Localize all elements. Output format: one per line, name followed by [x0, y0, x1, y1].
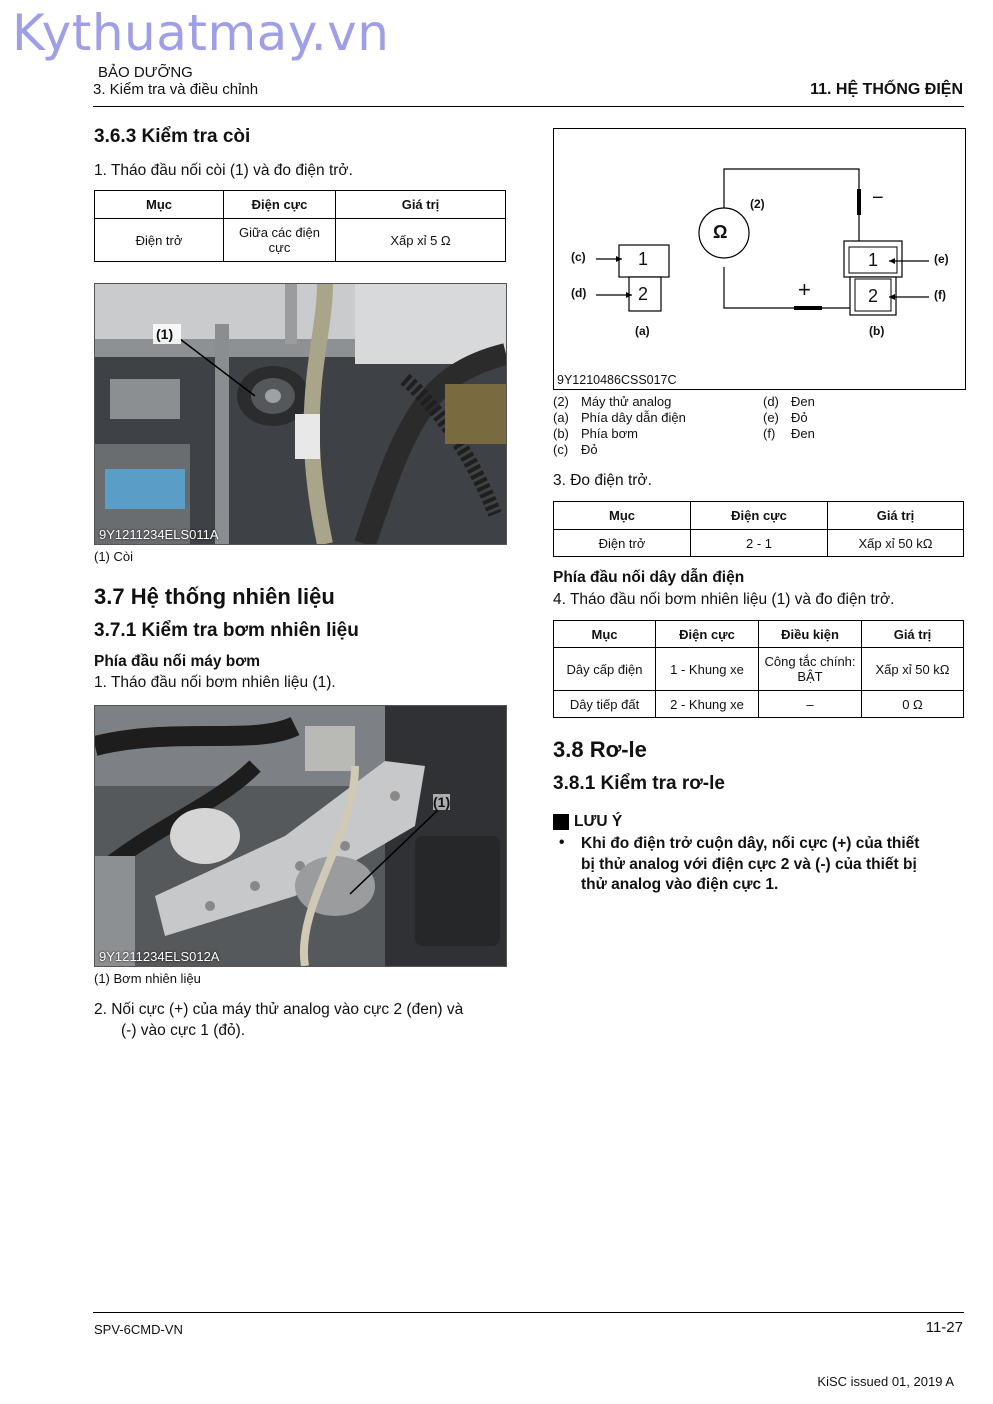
table-cell: Điện trở [554, 530, 691, 557]
pump-callout: (1) [433, 794, 451, 810]
table-cell: 2 - Khung xe [656, 691, 759, 718]
pump-step1: 1. Tháo đầu nối bơm nhiên liệu (1). [94, 674, 336, 691]
footer-issued: KiSC issued 01, 2019 A [817, 1374, 954, 1389]
label-c: (c) [571, 250, 586, 264]
pump-step2-line2: (-) vào cực 1 (đỏ). [121, 1022, 246, 1039]
watermark: Kythuatmay.vn [12, 4, 390, 62]
harness-side-label: Phía đầu nối dây dẫn điện [553, 569, 745, 586]
pump-caption: (1) Bơm nhiên liệu [94, 971, 201, 986]
label-e: (e) [934, 252, 949, 266]
horn-photo [94, 283, 507, 545]
table-cell: Xấp xỉ 50 kΩ [828, 530, 964, 557]
table-header: Mục [554, 621, 656, 648]
table-row [554, 691, 964, 718]
note-line: thử analog vào điện cực 1. [581, 876, 779, 893]
meter-symbol: Ω [713, 222, 728, 242]
pump-step2-line1: 2. Nối cực (+) của máy thử analog vào cực 2 (đen) và [94, 1001, 464, 1018]
legend-right [763, 394, 815, 442]
legend-item: (b) Phía bơm [553, 426, 638, 441]
header-rule [93, 106, 964, 107]
table-cell: 1 - Khung xe [656, 648, 759, 691]
legend-item: (c) Đỏ [553, 442, 598, 457]
pump-title: 3.7.1 Kiểm tra bơm nhiên liệu [94, 620, 359, 641]
relay-title: 3.8 Rơ-le [553, 737, 647, 762]
pin2-label-a: 2 [638, 284, 649, 304]
footer-page-number: 11-27 [925, 1319, 963, 1336]
table-header: Mục [554, 502, 691, 530]
table-cell: Điện trở [95, 219, 224, 262]
measure-step3: 3. Đo điện trở. [553, 472, 652, 489]
pump-photo-code: 9Y1211234ELS012A [99, 949, 220, 964]
fuel-title: 3.7 Hệ thống nhiên liệu [94, 584, 335, 609]
measure-table [553, 501, 964, 557]
note-label: LƯU Ý [574, 813, 623, 830]
note-line: Khi đo điện trở cuộn dây, nối cực (+) của thiết [581, 835, 920, 852]
table-cell: Công tắc chính: BẬT [759, 648, 862, 691]
note-bullet: • [559, 834, 565, 851]
table-header: Giá trị [862, 621, 964, 648]
note-text [581, 834, 919, 896]
table-cell: Dây cấp điện [554, 648, 656, 691]
legend-item: (d) Đen [763, 394, 815, 409]
table-cell: Dây tiếp đất [554, 691, 656, 718]
table-header: Điện cực [691, 502, 828, 530]
pump-photo-illustration [95, 706, 506, 966]
legend-item: (e) Đỏ [763, 410, 808, 425]
horn-photo-code: 9Y1211234ELS011A [99, 527, 219, 542]
footer-rule [93, 1312, 964, 1313]
legend-item: (a) Phía dây dẫn điện [553, 410, 686, 425]
table-cell: Xấp xỉ 50 kΩ [862, 648, 964, 691]
header-section: BẢO DƯỠNG [98, 64, 193, 81]
table-header: Giá trị [336, 191, 506, 219]
table-cell: – [759, 691, 862, 718]
header-subsection: 3. Kiểm tra và điều chỉnh [93, 81, 259, 98]
horn-callout: (1) [156, 326, 174, 342]
legend-item: (f) Đen [763, 426, 815, 441]
horn-step1: 1. Tháo đầu nối còi (1) và đo điện trở. [94, 162, 353, 179]
table-header: Điều kiện [759, 621, 862, 648]
measure-step4: 4. Tháo đầu nối bơm nhiên liệu (1) và đo điện trở. [553, 591, 895, 608]
plus-label: + [798, 277, 811, 302]
pin1-label-b: 1 [868, 250, 879, 270]
pin1-label-a: 1 [638, 249, 649, 269]
table-cell: 0 Ω [862, 691, 964, 718]
relay-subtitle: 3.8.1 Kiểm tra rơ-le [553, 773, 725, 794]
meter-tag: (2) [750, 197, 765, 211]
label-f: (f) [934, 288, 946, 302]
legend-item: (2) Máy thử analog [553, 394, 672, 409]
table-header: Giá trị [828, 502, 964, 530]
horn-table [94, 190, 506, 262]
table-row [554, 648, 964, 691]
horn-caption: (1) Còi [94, 549, 134, 564]
footer-doc-code: SPV-6CMD-VN [94, 1322, 183, 1337]
wiring-diagram [553, 128, 966, 390]
diagram-code: 9Y1210486CSS017C [557, 373, 677, 387]
table-header: Điện cực [656, 621, 759, 648]
wiring-diagram-svg [554, 129, 965, 389]
horn-photo-illustration [95, 284, 506, 544]
label-d: (d) [571, 286, 587, 300]
pump-side-label: Phía đầu nối máy bơm [94, 653, 261, 670]
pin2-label-b: 2 [868, 286, 879, 306]
note-icon [553, 814, 569, 830]
minus-label: − [872, 187, 884, 209]
label-b: (b) [869, 324, 885, 338]
horn-title: 3.6.3 Kiểm tra còi [94, 126, 251, 147]
pump-photo [94, 705, 507, 967]
table-cell: 2 - 1 [691, 530, 828, 557]
label-a: (a) [635, 324, 650, 338]
harness-table [553, 620, 964, 718]
header-chapter: 11. HỆ THỐNG ĐIỆN [810, 81, 963, 98]
table-cell: Giữa các điện cực [224, 219, 336, 262]
table-cell: Xấp xỉ 5 Ω [336, 219, 506, 262]
legend-left [553, 394, 686, 458]
note-line: bị thử analog với điện cực 2 và (-) của thiết bị [581, 855, 917, 873]
table-header: Mục [95, 191, 224, 219]
table-header: Điện cực [224, 191, 336, 219]
